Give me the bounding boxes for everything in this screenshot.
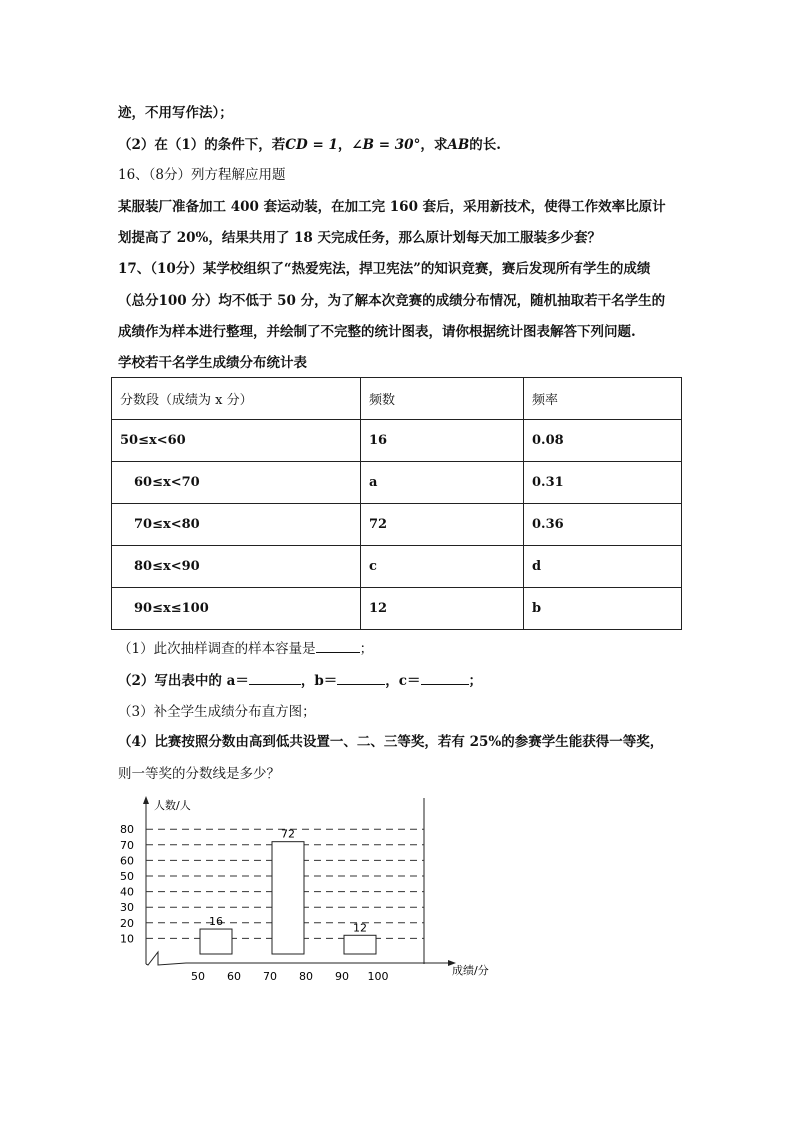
question-2 xyxy=(118,672,482,690)
table-cell: 0.08 xyxy=(524,420,682,462)
x-tick-label: 100 xyxy=(367,970,389,983)
table-cell: 80≤x<90 xyxy=(112,546,361,588)
y-tick-label: 30 xyxy=(120,901,134,915)
x-tick-label: 80 xyxy=(299,970,313,983)
table-row xyxy=(112,420,682,462)
y-tick-label: 10 xyxy=(120,932,134,946)
x-tick-label: 70 xyxy=(263,970,277,983)
q2-end: 的长. xyxy=(469,137,501,153)
text-line-1: 迹，不用写作法）； xyxy=(118,105,233,121)
y-tick-label: 50 xyxy=(120,870,134,883)
q2-ask: ，求 xyxy=(420,137,448,153)
table-cell: c xyxy=(361,546,524,588)
table-header-row xyxy=(112,378,682,420)
x-tick-label: 90 xyxy=(335,970,349,983)
problem-16-line-2: 划提高了 20%，结果共用了 18 天完成任务，那么原计划每天加工服装多少套？ xyxy=(118,230,601,246)
x-tick-label: 50 xyxy=(191,970,205,983)
table-row xyxy=(112,504,682,546)
x-axis-label: 成绩/分 xyxy=(452,964,489,977)
table-header-cell: 分数段（成绩为 x 分） xyxy=(112,378,361,420)
table-cell: 12 xyxy=(361,588,524,630)
math-angle-b: ∠B = 30° xyxy=(351,137,421,153)
problem-16-heading: 16、（8分）列方程解应用题 xyxy=(118,167,286,183)
score-histogram xyxy=(110,792,510,992)
table-header-cell: 频数 xyxy=(361,378,524,420)
table-cell: 70≤x<80 xyxy=(112,504,361,546)
table-cell: 16 xyxy=(361,420,524,462)
table-cell: d xyxy=(524,546,682,588)
problem-17-line-3: 成绩作为样本进行整理，并绘制了不完整的统计图表，请你根据统计图表解答下列问题. xyxy=(118,324,636,340)
table-cell: 0.36 xyxy=(524,504,682,546)
y-tick-label: 20 xyxy=(120,916,134,930)
distribution-table xyxy=(111,377,682,630)
table-row xyxy=(112,588,682,630)
q2-end: ； xyxy=(468,673,483,689)
q1-answer-blank[interactable] xyxy=(316,640,360,653)
table-cell: 72 xyxy=(361,504,524,546)
y-tick-label: 40 xyxy=(120,885,134,899)
text-line-2 xyxy=(118,136,501,154)
table-cell: 0.31 xyxy=(524,462,682,504)
question-1 xyxy=(118,640,373,658)
problem-17-line-2: （总分100 分）均不低于 50 分，为了解本次竞赛的成绩分布情况，随机抽取若干名学生的 xyxy=(118,293,666,309)
q2-prefix: （2）在（1）的条件下，若 xyxy=(118,137,286,153)
question-4-line-2: 则一等奖的分数线是多少？ xyxy=(118,766,280,782)
a-answer-blank[interactable] xyxy=(249,672,301,685)
y-tick-label: 60 xyxy=(120,854,134,868)
y-tick-label: 70 xyxy=(120,838,134,852)
bar-value-label: 72 xyxy=(281,827,295,841)
y-axis-arrow-icon xyxy=(143,796,149,804)
b-answer-blank[interactable] xyxy=(337,672,385,685)
histogram-bar xyxy=(344,935,376,954)
bar-value-label: 16 xyxy=(209,915,223,929)
bar-value-label: 12 xyxy=(353,921,367,935)
y-tick-label: 80 xyxy=(120,823,134,837)
table-cell: 50≤x<60 xyxy=(112,420,361,462)
table-cell: 90≤x≤100 xyxy=(112,588,361,630)
c-answer-blank[interactable] xyxy=(421,672,469,685)
problem-17-line-1: 17、（10分）某学校组织了“热爱宪法，捍卫宪法”的知识竞赛，赛后发现所有学生的成绩 xyxy=(118,261,651,277)
y-axis-label: 人数/人 xyxy=(154,799,191,812)
table-row xyxy=(112,546,682,588)
problem-16-line-1: 某服装厂准备加工 400 套运动装，在加工完 160 套后，采用新技术，使得工作效率比原计 xyxy=(118,199,666,215)
table-cell: b xyxy=(524,588,682,630)
q1-text: （1）此次抽样调查的样本容量是 xyxy=(118,641,316,657)
q2-c-label: ，c＝ xyxy=(385,673,421,689)
table-title: 学校若干名学生成绩分布统计表 xyxy=(118,355,307,371)
q2-text: （2）写出表中的 a＝ xyxy=(118,673,249,689)
histogram-bar xyxy=(272,842,304,954)
histogram-bar xyxy=(200,929,232,954)
table-row xyxy=(112,462,682,504)
table-cell: 60≤x<70 xyxy=(112,462,361,504)
question-4-line-1: （4）比赛按照分数由高到低共设置一、二、三等奖，若有 25%的参赛学生能获得一等奖， xyxy=(118,734,664,750)
question-3: （3）补全学生成绩分布直方图； xyxy=(118,704,316,720)
x-tick-label: 60 xyxy=(227,970,241,983)
q1-end: ； xyxy=(359,641,374,657)
table-header-cell: 频率 xyxy=(524,378,682,420)
comma: ， xyxy=(337,137,352,153)
math-cd: CD = 1 xyxy=(285,137,338,153)
math-ab: AB xyxy=(447,137,470,153)
table-cell: a xyxy=(361,462,524,504)
q2-b-label: ，b＝ xyxy=(300,673,338,689)
